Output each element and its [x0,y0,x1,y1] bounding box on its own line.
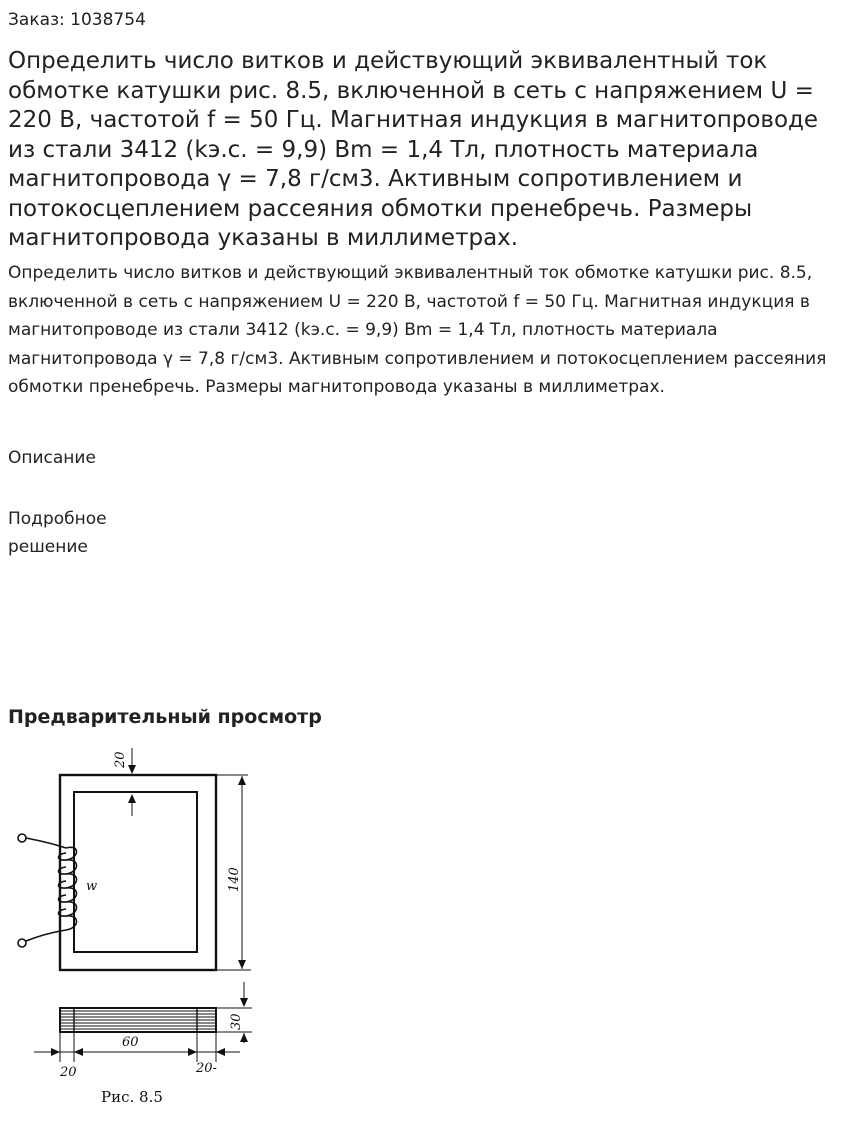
page-title: Определить число витков и действующий эквивалентный ток обмотке катушки рис. 8.5, включенной в сеть с напряжением U = 220 В, частотой f = 50 Гц. Магнитная индукция в магнитопроводе из стали 3412 (kэ.с. = 9,9) Bm = 1,4 Тл, плотность материала магнитопровода γ = 7,8 г/см3. Активным сопротивлением и потокосцеплением рассеяния обмотки пренебречь. Размеры магнитопровода указаны в миллиметрах. [8,48,819,251]
tab-description[interactable]: Описание [8,448,96,468]
dimension-right-label: 20- [196,1061,217,1076]
core-window-outline [74,792,197,952]
dimension-left-label: 20 [60,1065,77,1080]
magnetic-core-drawing [8,740,258,1115]
winding-coil [18,834,77,947]
core-outer-outline [60,775,216,970]
figure-caption: Рис. 8.5 [101,1088,163,1106]
preview-heading: Предварительный просмотр [8,706,322,728]
dimension-width-label: 60 [122,1035,139,1050]
tab-detailed-solution[interactable]: Подробное решение [8,509,107,557]
dimension-thickness-label: 30 [229,1013,244,1030]
dimension-top-label: 20 [113,751,128,768]
dimension-height-label: 140 [227,867,242,892]
preview-figure [8,740,258,1115]
order-number: Заказ: 1038754 [8,10,146,30]
core-section-hatching [60,1011,216,1029]
task-description: Определить число витков и действующий эквивалентный ток обмотке катушки рис. 8.5, включенной в сеть с напряжением U = 220 В, частотой f = 50 Гц. Магнитная индукция в магнитопроводе из стали 3412 (kэ.с. = 9,9) Bm = 1,4 Тл, плотность материала магнитопровода γ = 7,8 г/см3. Активным сопротивлением и потокосцеплением рассеяния обмотки пренебречь. Размеры магнитопровода указаны в миллиметрах. [8,263,827,398]
winding-label: w [86,879,98,894]
